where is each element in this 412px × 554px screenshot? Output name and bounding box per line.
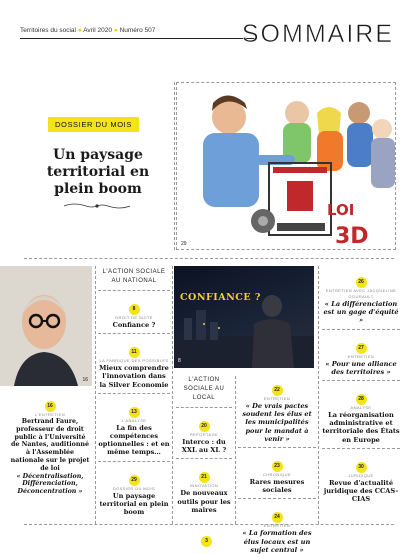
entry-title: La réorganisation administrative et territoriale des États en Europe	[322, 411, 400, 444]
toc-entry[interactable]: 20 REPORTAGE Interco : du XXL au XL ?	[176, 412, 232, 454]
page-number-badge: 22	[272, 385, 283, 396]
dossier-title[interactable]: Un paysage territorial en plein boom	[46, 147, 150, 197]
page-number-badge: 26	[356, 277, 367, 288]
portrait-bertrand-faure	[0, 266, 92, 386]
page-number-badge: 21	[199, 472, 210, 483]
page-number-badge: 23	[272, 461, 283, 472]
toc-entry[interactable]: 23 CHRONIQUE Rares mesures sociales	[238, 452, 316, 494]
entry-title: Un paysage territorial en plein boom	[99, 491, 169, 517]
ornament-divider	[62, 201, 132, 211]
right-column	[322, 268, 400, 503]
entry-title: « La différenciation est un gage d'équité »	[323, 300, 399, 325]
folio-page-number: 3	[201, 536, 212, 547]
national-column	[98, 268, 170, 516]
confiance-image[interactable]	[174, 266, 314, 368]
local-heading: L'ACTION SOCIALE AU LOCAL	[183, 377, 225, 401]
page-number-badge: 20	[199, 421, 210, 432]
divider-top	[24, 258, 394, 259]
page-header	[20, 20, 400, 48]
toc-entry[interactable]: 29 DOSSIER DU MOIS Un paysage territorial en plein boom	[99, 476, 169, 517]
dossier-label: DOSSIER DU MOIS	[48, 117, 139, 132]
toc-entry[interactable]: 30 JURIDIQUE Revue d'actualité juridique des CCAS-CIAS	[323, 463, 399, 504]
illustration-page-number: 29	[181, 241, 187, 247]
page-number-badge: 24	[272, 512, 283, 523]
toc-entry[interactable]: 27 ENTRETIEN « Pour une alliance des territoires »	[322, 334, 400, 376]
magazine-name: Territoires du social	[20, 27, 76, 34]
page-number-badge: 16	[45, 401, 56, 412]
national-heading: L'ACTION SOCIALE AU NATIONAL	[102, 269, 166, 284]
confiance-word: CONFIANCE ?	[180, 292, 261, 303]
entry-title: De nouveaux outils pour les maires	[177, 489, 231, 514]
entry-title: « La formation des élus locaux est un sujet central »	[242, 529, 312, 554]
toc-entry[interactable]: 11 LA FABRIQUE DES POSSIBLES Mieux comprendre l'innovation dans la Silver Economie	[99, 349, 169, 389]
divider-bottom	[24, 524, 394, 525]
toc-entry[interactable]: 22 ENTRETIEN « De vrais pactes soudent les élus et les municipalités pour le mandat à venir »	[238, 376, 316, 443]
entry-title: Mieux comprendre l'innovation dans la Silver Economie	[99, 364, 169, 389]
dossier-illustration[interactable]	[176, 82, 396, 250]
toc-entry[interactable]: 13 L'ANALYSE La fin des compétences optionnelles : et en même temps…	[98, 408, 170, 457]
issue-number: Numéro 507	[119, 27, 156, 34]
toc-entry[interactable]: 8 DROIT DE SUITE Confiance ?	[98, 295, 170, 329]
page-number-badge: 13	[129, 407, 140, 418]
portrait-photo[interactable]	[0, 266, 92, 386]
divider-illus	[174, 82, 175, 250]
entry-title: Confiance ?	[112, 321, 156, 329]
header-rule	[20, 38, 256, 39]
page-number-badge: 28	[356, 394, 367, 405]
page-title: SOMMAIRE	[241, 20, 394, 48]
interview-kicker: L'ENTRETIEN	[34, 412, 66, 417]
divider-col1	[95, 266, 96, 524]
toc-entry[interactable]: 26 ENTRETIEN AVEC JACQUELINE GOURAULT « La différenciation est un gage d'équité »	[323, 279, 399, 325]
local-column	[176, 376, 232, 514]
people-3d-printer-illustration	[177, 83, 397, 251]
toc-entry[interactable]: 24 ENTRETIEN « La formation des élus locaux est un sujet central »	[238, 503, 316, 554]
page-number-badge: 11	[129, 347, 140, 358]
page-number-badge: 8	[129, 304, 140, 315]
page-number-badge: 29	[129, 475, 140, 486]
entry-title: « Pour une alliance des territoires »	[325, 359, 397, 376]
loi-3d-text: LOI	[327, 201, 355, 219]
interview-subtitle[interactable]: « Décentralisation, Différenciation, Déconcentration »	[16, 472, 84, 496]
header-meta: Territoires du social ● Avril 2020 ● Numéro 507	[20, 27, 156, 34]
divider-local	[235, 376, 236, 524]
entry-title: « De vrais pactes soudent les élus et les municipalités pour le mandat à venir »	[242, 402, 312, 443]
confiance-page-number: 8	[178, 358, 181, 364]
interview-column	[10, 392, 90, 496]
interview-title[interactable]: Bertrand Faure, professeur de droit public à l'Université de Nantes, auditionné à l'Assemblée nationale sur le projet de loi	[10, 418, 90, 472]
toc-entry[interactable]: 28 ANALYSE La réorganisation administrative et territoriale des États en Europe	[322, 396, 400, 444]
portrait-page-number: 16	[82, 377, 88, 383]
entry-title: Interco : du XXL au XL ?	[181, 438, 227, 455]
svg-text:3D: 3D	[335, 224, 369, 249]
middle-column	[238, 376, 316, 554]
divider-col2	[172, 266, 173, 524]
issue-date: Avril 2020	[83, 27, 112, 34]
page-number-badge: 27	[356, 343, 367, 354]
divider-col3	[318, 266, 319, 524]
entry-title: Revue d'actualité juridique des CCAS-CIAS	[323, 478, 399, 504]
entry-title: Rares mesures sociales	[249, 478, 305, 495]
entry-title: La fin des compétences optionnelles : et en même temps…	[98, 423, 170, 457]
toc-entry[interactable]: 21 INNOVATION De nouveaux outils pour les maires	[177, 474, 231, 514]
page-number-badge: 30	[356, 462, 367, 473]
city-night-figure	[174, 266, 314, 368]
